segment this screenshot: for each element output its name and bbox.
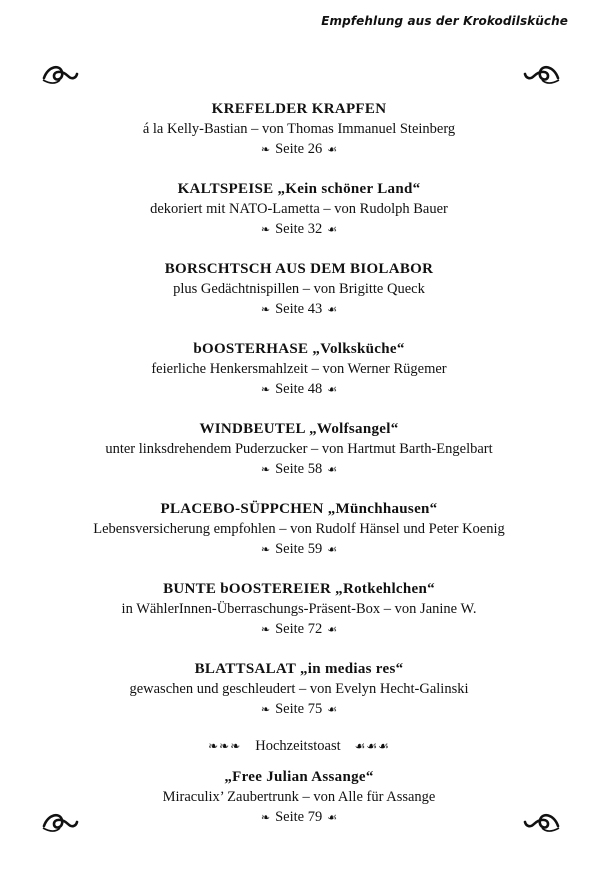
entry-title: PLACEBO-SÜPPCHEN „Münchhausen“ xyxy=(160,501,438,517)
entry-title: BORSCHTSCH AUS DEM BIOLABOR xyxy=(164,261,434,277)
menu-entries xyxy=(0,100,598,848)
fleuron-left-icon: ❧ xyxy=(260,224,271,236)
entry-subtitle: á la Kelly-Bastian – von Thomas Immanuel Steinberg xyxy=(142,121,456,137)
list-item xyxy=(0,660,598,740)
flourish-ornament-icon xyxy=(40,58,80,88)
entry-subtitle: unter linksdrehendem Puderzucker – von Hartmut Barth-Engelbart xyxy=(105,441,493,457)
page-reference: ❧ Seite 43 ☙ xyxy=(0,299,598,321)
entry-title: bOOSTERHASE „Volksküche“ xyxy=(193,341,405,357)
fleuron-right-icon: ☙ xyxy=(327,812,338,824)
entry-subtitle: feierliche Henkersmahlzeit – von Werner Rügemer xyxy=(151,361,447,377)
fleuron-right-icon: ☙ xyxy=(327,624,338,636)
fleuron-left-icon: ❧ xyxy=(260,144,271,156)
list-item xyxy=(0,100,598,180)
fleuron-left-icon: ❧ xyxy=(260,544,271,556)
flourish-ornament-icon xyxy=(40,806,80,836)
fleuron-row-right-icon: ☙☙☙ xyxy=(354,739,390,753)
fleuron-left-icon: ❧ xyxy=(260,464,271,476)
page-reference: ❧ Seite 59 ☙ xyxy=(0,539,598,561)
entry-title: KREFELDER KRAPFEN xyxy=(211,101,387,117)
fleuron-row-left-icon: ❧❧❧ xyxy=(208,739,242,753)
fleuron-left-icon: ❧ xyxy=(260,304,271,316)
list-item xyxy=(0,500,598,580)
page-reference: ❧ Seite 48 ☙ xyxy=(0,379,598,401)
fleuron-right-icon: ☙ xyxy=(327,224,338,236)
page-reference: ❧ Seite 72 ☙ xyxy=(0,619,598,641)
flourish-ornament-icon xyxy=(522,806,562,836)
fleuron-right-icon: ☙ xyxy=(327,384,338,396)
fleuron-left-icon: ❧ xyxy=(260,384,271,396)
entry-subtitle: Miraculix’ Zaubertrunk – von Alle für Assange xyxy=(162,789,436,805)
fleuron-right-icon: ☙ xyxy=(327,464,338,476)
fleuron-right-icon: ☙ xyxy=(327,704,338,716)
flourish-ornament-icon xyxy=(522,58,562,88)
section-divider xyxy=(0,736,598,756)
list-item xyxy=(0,260,598,340)
section-label: Hochzeitstoast xyxy=(255,738,341,754)
page-reference: ❧ Seite 32 ☙ xyxy=(0,219,598,241)
page-reference: ❧ Seite 26 ☙ xyxy=(0,139,598,161)
entry-title: BLATTSALAT „in medias res“ xyxy=(194,661,404,677)
fleuron-left-icon: ❧ xyxy=(260,812,271,824)
list-item xyxy=(0,768,598,848)
list-item xyxy=(0,180,598,260)
entry-subtitle: Lebensversicherung empfohlen – von Rudolf Hänsel und Peter Koenig xyxy=(93,521,505,537)
entry-title: „Free Julian Assange“ xyxy=(224,769,374,785)
entry-subtitle: plus Gedächtnispillen – von Brigitte Queck xyxy=(173,281,425,297)
fleuron-right-icon: ☙ xyxy=(327,144,338,156)
entry-subtitle: dekoriert mit NATO-Lametta – von Rudolph Bauer xyxy=(150,201,448,217)
page-reference: ❧ Seite 75 ☙ xyxy=(0,699,598,721)
list-item xyxy=(0,340,598,420)
page-reference: ❧ Seite 58 ☙ xyxy=(0,459,598,481)
entry-title: BUNTE bOOSTEREIER „Rotkehlchen“ xyxy=(163,581,435,597)
fleuron-left-icon: ❧ xyxy=(260,704,271,716)
fleuron-left-icon: ❧ xyxy=(260,624,271,636)
fleuron-right-icon: ☙ xyxy=(327,544,338,556)
page-reference: ❧ Seite 79 ☙ xyxy=(0,807,598,829)
entry-title: WINDBEUTEL „Wolfsangel“ xyxy=(199,421,399,437)
list-item xyxy=(0,580,598,660)
list-item xyxy=(0,420,598,500)
entry-subtitle: gewaschen und geschleudert – von Evelyn Hecht-Galinski xyxy=(129,681,469,697)
fleuron-right-icon: ☙ xyxy=(327,304,338,316)
entry-subtitle: in WählerInnen-Überraschungs-Präsent-Box – von Janine W. xyxy=(121,601,477,617)
entry-title: KALTSPEISE „Kein schöner Land“ xyxy=(177,181,421,197)
running-header: Empfehlung aus der Krokodilsküche xyxy=(321,14,568,28)
